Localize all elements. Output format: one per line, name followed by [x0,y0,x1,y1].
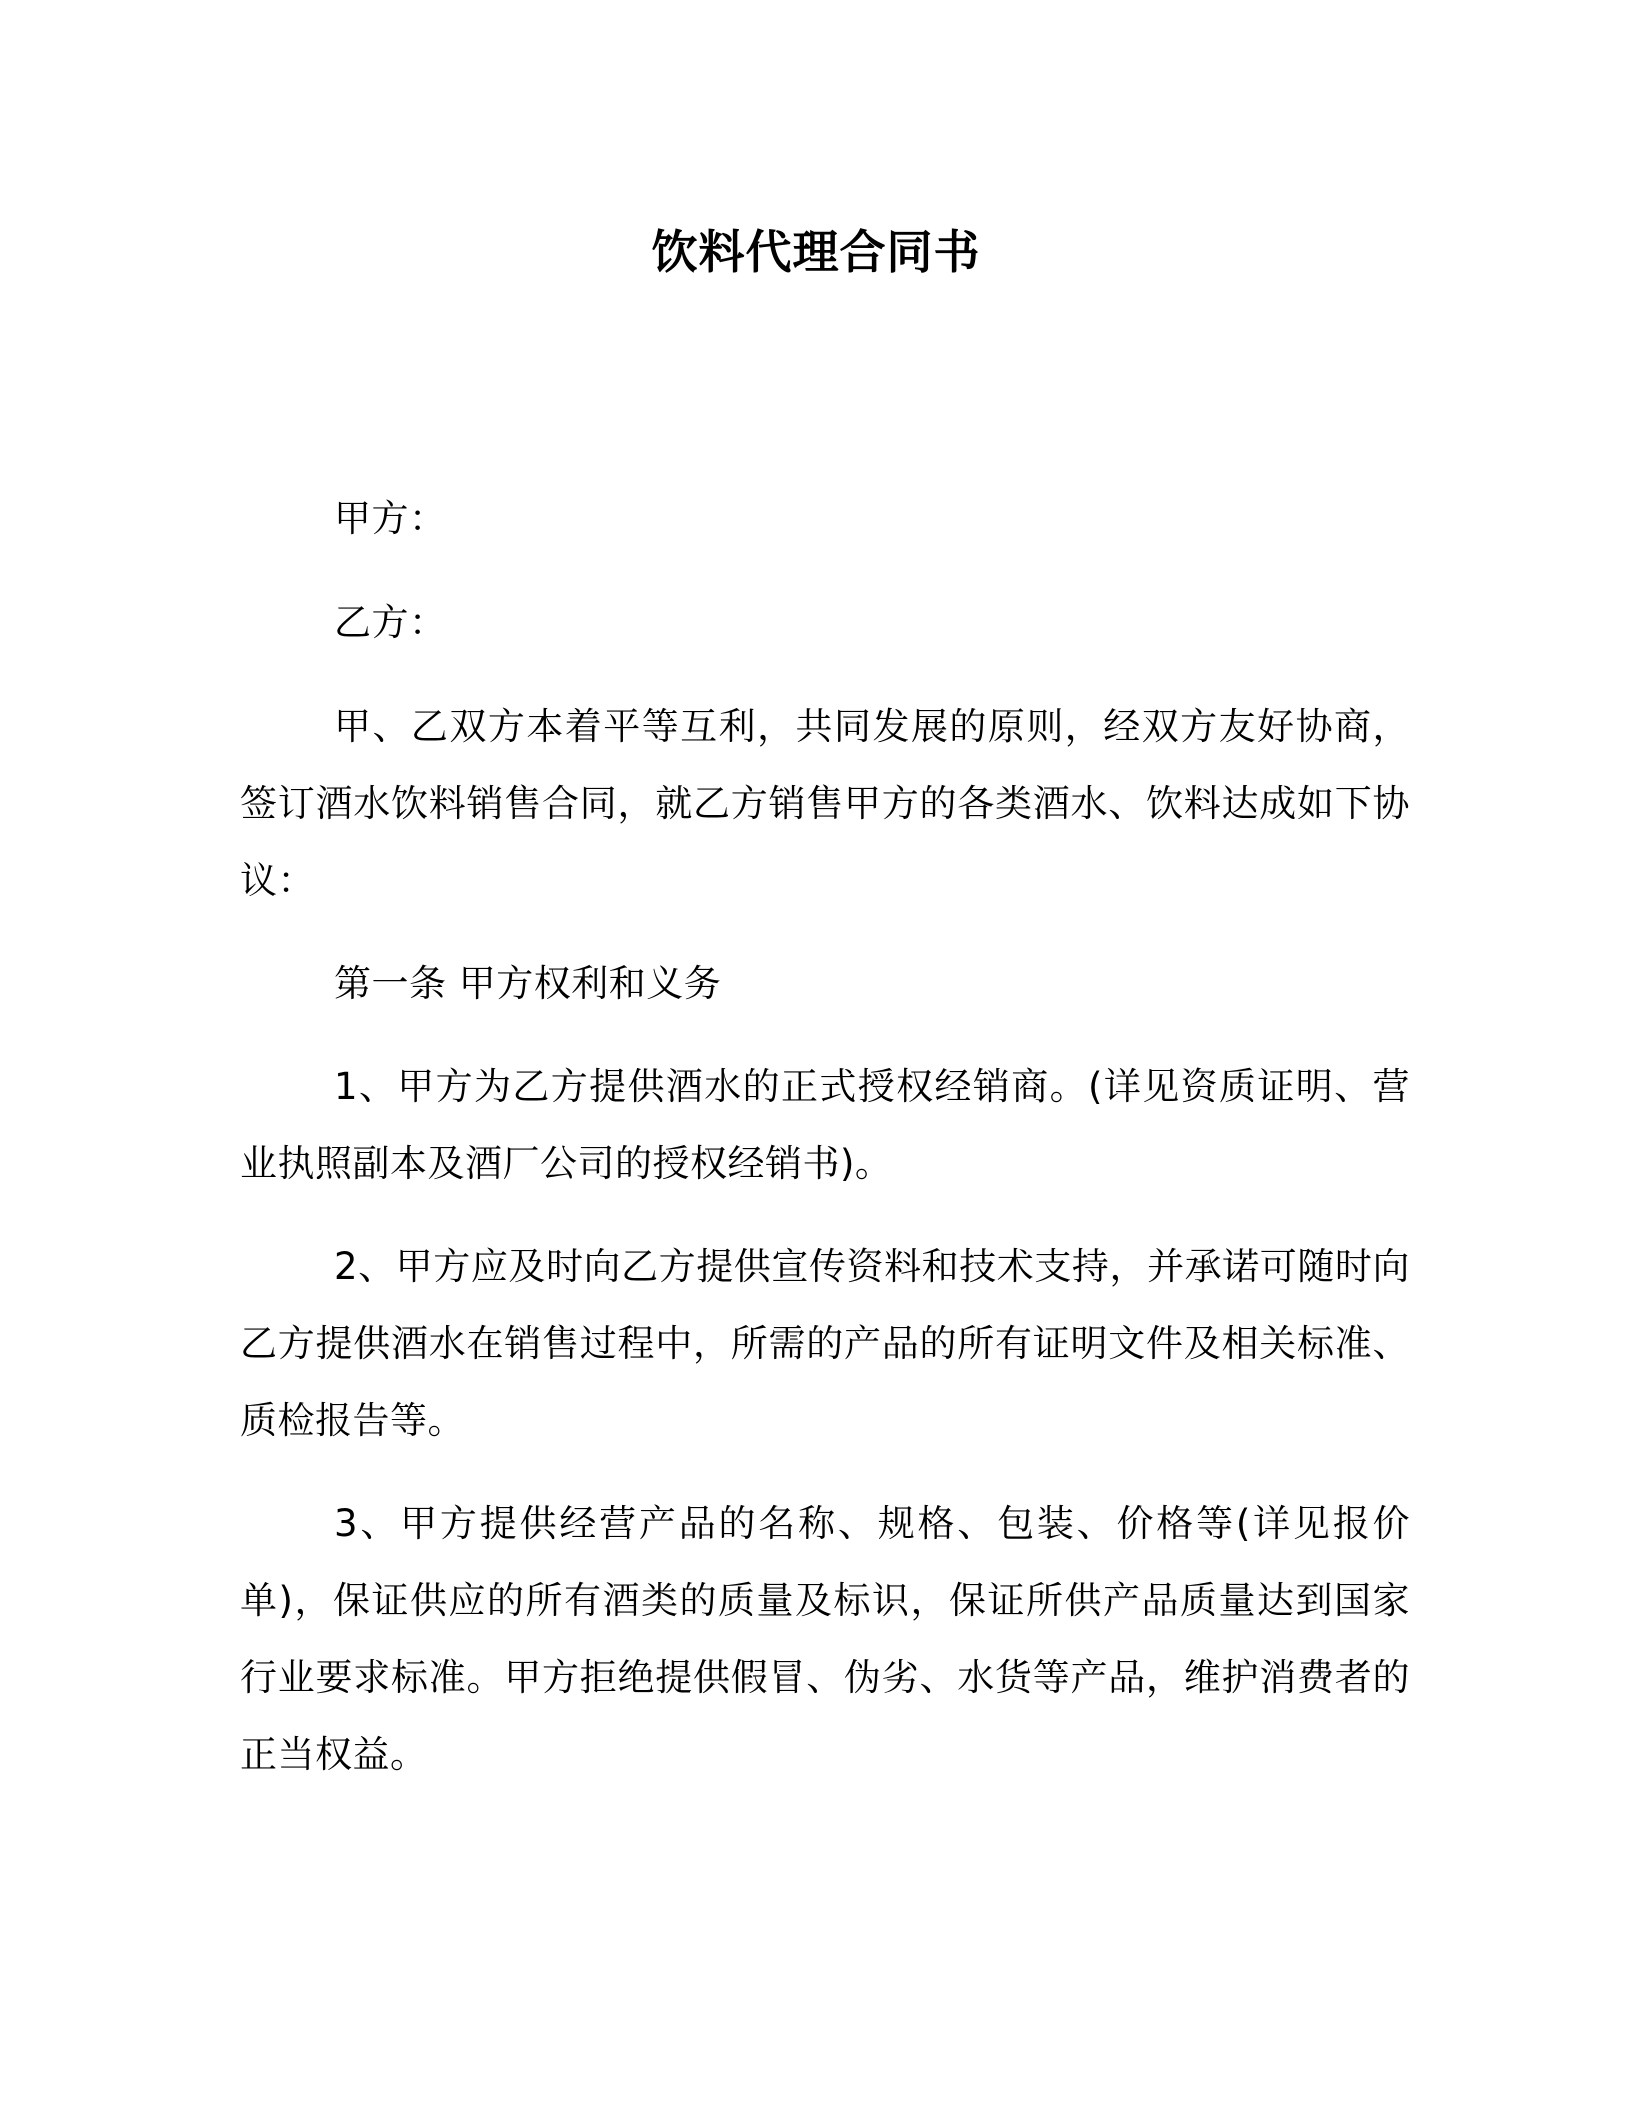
clause-3-paragraph: 3、甲方提供经营产品的名称、规格、包装、价格等(详见报价单)，保证供应的所有酒类的质量及标识，保证所供产品质量达到国家行业要求标准。甲方拒绝提供假冒、伪劣、水货等产品，维护消费者的正当权益。 [240,1502,1410,1776]
preamble-paragraph: 甲、乙双方本着平等互利，共同发展的原则，经双方友好协商，签订酒水饮料销售合同，就乙方销售甲方的各类酒水、饮料达成如下协议： [240,705,1410,902]
article-1-heading: 第一条 甲方权利和义务 [334,962,722,1005]
document-body [240,480,1410,1793]
document-title: 饮料代理合同书 [651,225,981,279]
clause-2-paragraph: 2、甲方应及时向乙方提供宣传资料和技术支持，并承诺可随时向乙方提供酒水在销售过程中，所需的产品的所有证明文件及相关标准、质检报告等。 [240,1245,1410,1442]
party-b-label: 乙方： [334,601,447,644]
party-a-label: 甲方： [334,497,447,540]
clause-1-paragraph: 1、甲方为乙方提供酒水的正式授权经销商。(详见资质证明、营业执照副本及酒厂公司的授权经销书)。 [240,1065,1410,1185]
